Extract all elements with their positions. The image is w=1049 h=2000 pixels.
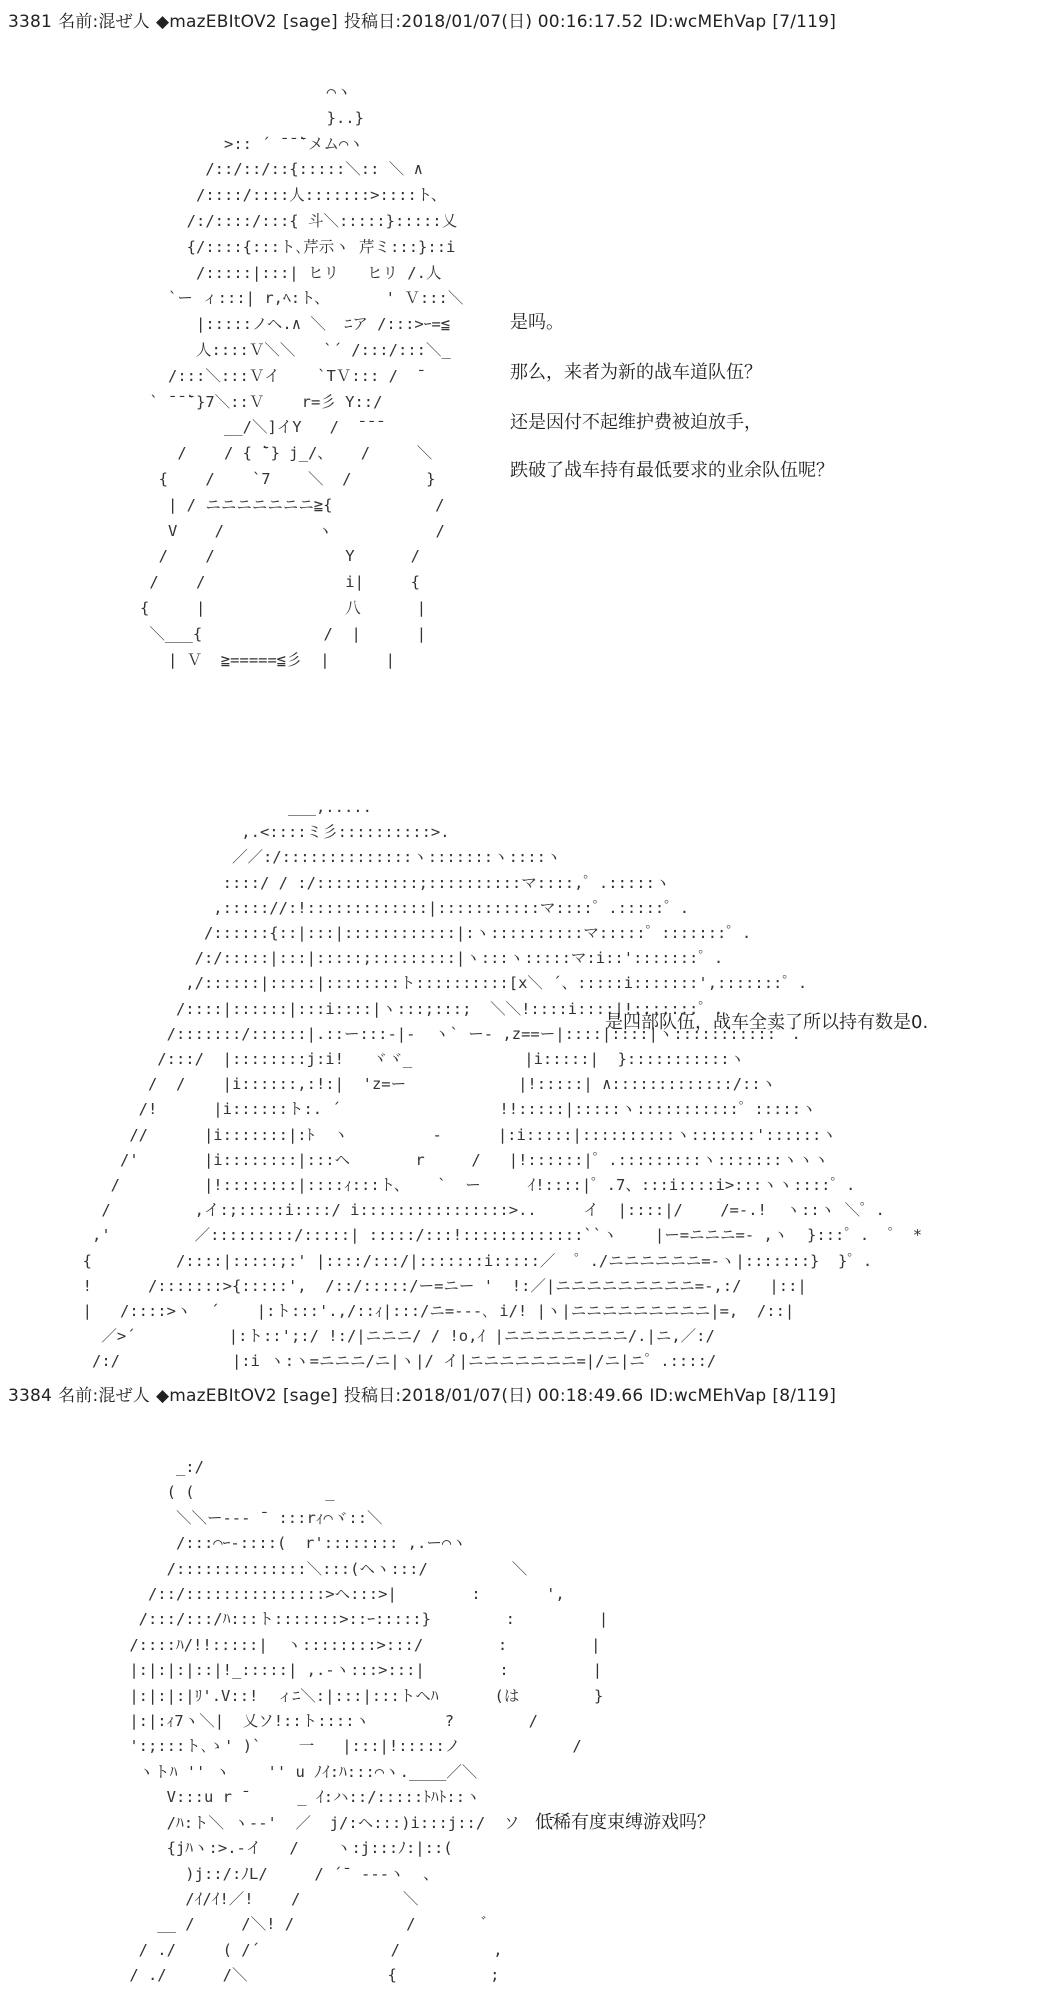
sage-tag: [sage] [282, 1386, 338, 1406]
post-count: [7/119] [772, 12, 837, 32]
post-date: 投稿日:2018/01/07(日) 00:18:49.66 [343, 1386, 644, 1406]
post-header [8, 1385, 842, 1407]
ascii-art-character-3: _:/ ( ( _ ＼＼ー--- ¯ :::rｨ⌒ヾ::＼ /:::⌒ｰ-::::( r':::::::: ,.ー⌒ヽ /::::::::::::::＼:::(ヘヽ:::/ ＼ /::/:::::::::::::::>ヘ:::>| : ', /:::/:::/ﾊ:::ト:::::::>::ｰ:::::} : | /::::ﾊ/!!:::::| ヽ::::::::>:::/ : | |:|:|:|::|!_:::::| ,.-ヽ:::>:::| : | |:|:|:|ﾘ'.V::! ィﾆ＼:|:::|:::トヘﾊ (は } |:|:ｨ7ヽ＼| 乂ソ!::ト::::ヽ ? / ':;:::ト､ゝ' )` 一 |:::|!:::::ノ / ヽトﾊ '' ヽ '' u ﾉｲ:ﾊ:::⌒ヽ.____／＼ V:::u r ¯ _ ｲ:ハ::/:::::ﾄﾊﾄ::ヽ /ﾊ:ト＼ ヽ‐‐' ／ j/:ヘ:::)i:::j::/ ソ ¯ {jﾊヽ:>.-イ / ヽ:j:::ﾉ:|::( )j::/:ﾉL/ / ´¯ ---ヽ 、 /ｲ/ｲ!／! / ＼ __ / /＼! / / ゛ / ./ ( /´ / , / ./ /＼ { ; [129, 1458, 609, 1985]
post-count: [8/119] [772, 1386, 837, 1406]
poster-name: 名前:混ぜ人 [58, 1386, 151, 1406]
ascii-art-character-2: ___,..... ,.<::::ミ彡::::::::::>. ／／:/::::::::::::::ヽ:::::::ヽ::::ヽ ::::/ / :/:::::::::::;::::::::::マ::::,゜.:::::ヽ ,::::://:!:::::::::::::|:::::::::::マ::::゜.:::::゜. /::::::{::|:::|::::::::::::|:ヽ::::::::::マ:::::゜:::::::゜. /:/:::::|:::|:::::;:::::::::|ヽ:::ヽ:::::マ:i::':::::::゜. ,/::::::|:::::|::::::::ト::::::::::[x＼ ´、:::::i:::::::',:::::::゜. /::::|::::::|:::i::::|ヽ:::;:::; ＼＼!::::i::::|!:::::::゜. /:::::::/::::::|.::ー:::-|- ヽ` ー- ,z==ー|::::|::::|ヽ:::::::::::゜. /:::/ |::::::::j:i! ヾヾ_ |i:::::| }:::::::::::ヽ / / |i::::::,:!:| 'z=ー |!:::::| ∧:::::::::::::/::ヽ /! |i::::::ト:. ´ !!:::::|:::::ヽ:::::::::::゜:::::ヽ // |i:::::::|:ﾄ ヽ - |:i:::::|::::::::::ヽ:::::::'::::::ヽ /' |i::::::::|:::ヘ r / |!::::::|゜.:::::::::ヽ:::::::ヽヽヽ / |!::::::::|::::ｨ:::ト、 ` ー ｲ!::::|゜.7、:::i::::i>:::ヽヽ::::゜. / ,イ:;:::::i::::/ i::::::::::::::::>.. イ |::::|/ /=-.! ヽ::ヽ ＼゜. ,' ／:::::::::/:::::| :::::/:::!:::::::::::::``ヽ |ー=ニニニ=- ,ヽ }:::゜. ゜ * { /::::|:::::;:' |::::/:::/|:::::::i:::::／ ゜./ニニニニニニ=-ヽ|:::::::} }゜. ! /:::::::>{:::::', /::/:::::/ー=ニー ' !:／|ニニニニニニニニニ=-,:/ |::| | /::::>ヽ ´ |:ト:::'.,/::ｨ|:::/ニ=---､ i/! |ヽ|ニニニニニニニニニ|=, /::| ／>´ |:ト::';:/ !:/|ニニニ/ / !o,ｲ |ニニニニニニニニ/.|ニ,／:/ /:/ |:i ヽ:ヽ=ニニニ/ニ|ヽ|/ イ|ニニニニニニニ=|/ニ|ニ゜.::::/ [82, 798, 923, 1371]
poster-trip: ◆mazEBItOV2 [156, 12, 277, 32]
dialog-line: 是四部队伍，战车全卖了所以持有数是0. [605, 1012, 929, 1033]
post-date: 投稿日:2018/01/07(日) 00:16:17.52 [343, 12, 644, 32]
post-header [8, 11, 842, 33]
post-number: 3381 [8, 12, 53, 32]
dialog-line: 那么，来者为新的战车道队伍？ [510, 362, 762, 383]
dialog-line: 跌破了战车持有最低要求的业余队伍呢？ [510, 460, 834, 481]
sage-tag: [sage] [282, 12, 338, 32]
poster-trip: ◆mazEBItOV2 [156, 1386, 277, 1406]
poster-id: ID:wcMEhVap [649, 1386, 767, 1406]
poster-name: 名前:混ぜ人 [58, 12, 151, 32]
dialog-line: 是吗。 [510, 312, 564, 333]
poster-id: ID:wcMEhVap [649, 12, 767, 32]
ascii-art-character-1: ⌒ヽ }..} >:: ´ ̄ ̄ ̄`メム⌒ヽ /::/::/::{:::::＼:: ＼ ∧ /::::/::::人:::::::>::::ト、 /:/::::/:::{ 斗＼:::::}:::::乂 {/::::{:::ト､芹示ヽ 芹ミ:::}::i /:::::|:::| ヒリ ヒリ /.人 `ー ィ:::| r,ﾍ:ト、 ' Ｖ:::＼ |:::::ノヘ.∧ ＼ ﾆア /:::>ｰ=≦ 人::::Ｖ＼＼ `´ /:::/:::＼_ /:::＼:::Ｖイ `TＶ::: / ̄ ` ̄ ̄ ̄`}7＼::Ｖ r=彡 Y::/ __/＼]イY / ̄ ̄ ̄ / / { ̄`} j_/、 / ＼ { / `7 ＼ / } | / ニニニニニニニ≧{ / V / ヽ / / / Y / / / i| { { | 八 | ＼___{ / | | | Ｖ ≧=====≦彡 | | [139, 83, 464, 669]
dialog-line: 还是因付不起维护费被迫放手， [510, 412, 762, 433]
post-number: 3384 [8, 1386, 53, 1406]
dialog-line: 低稀有度束缚游戏吗？ [535, 1812, 715, 1833]
